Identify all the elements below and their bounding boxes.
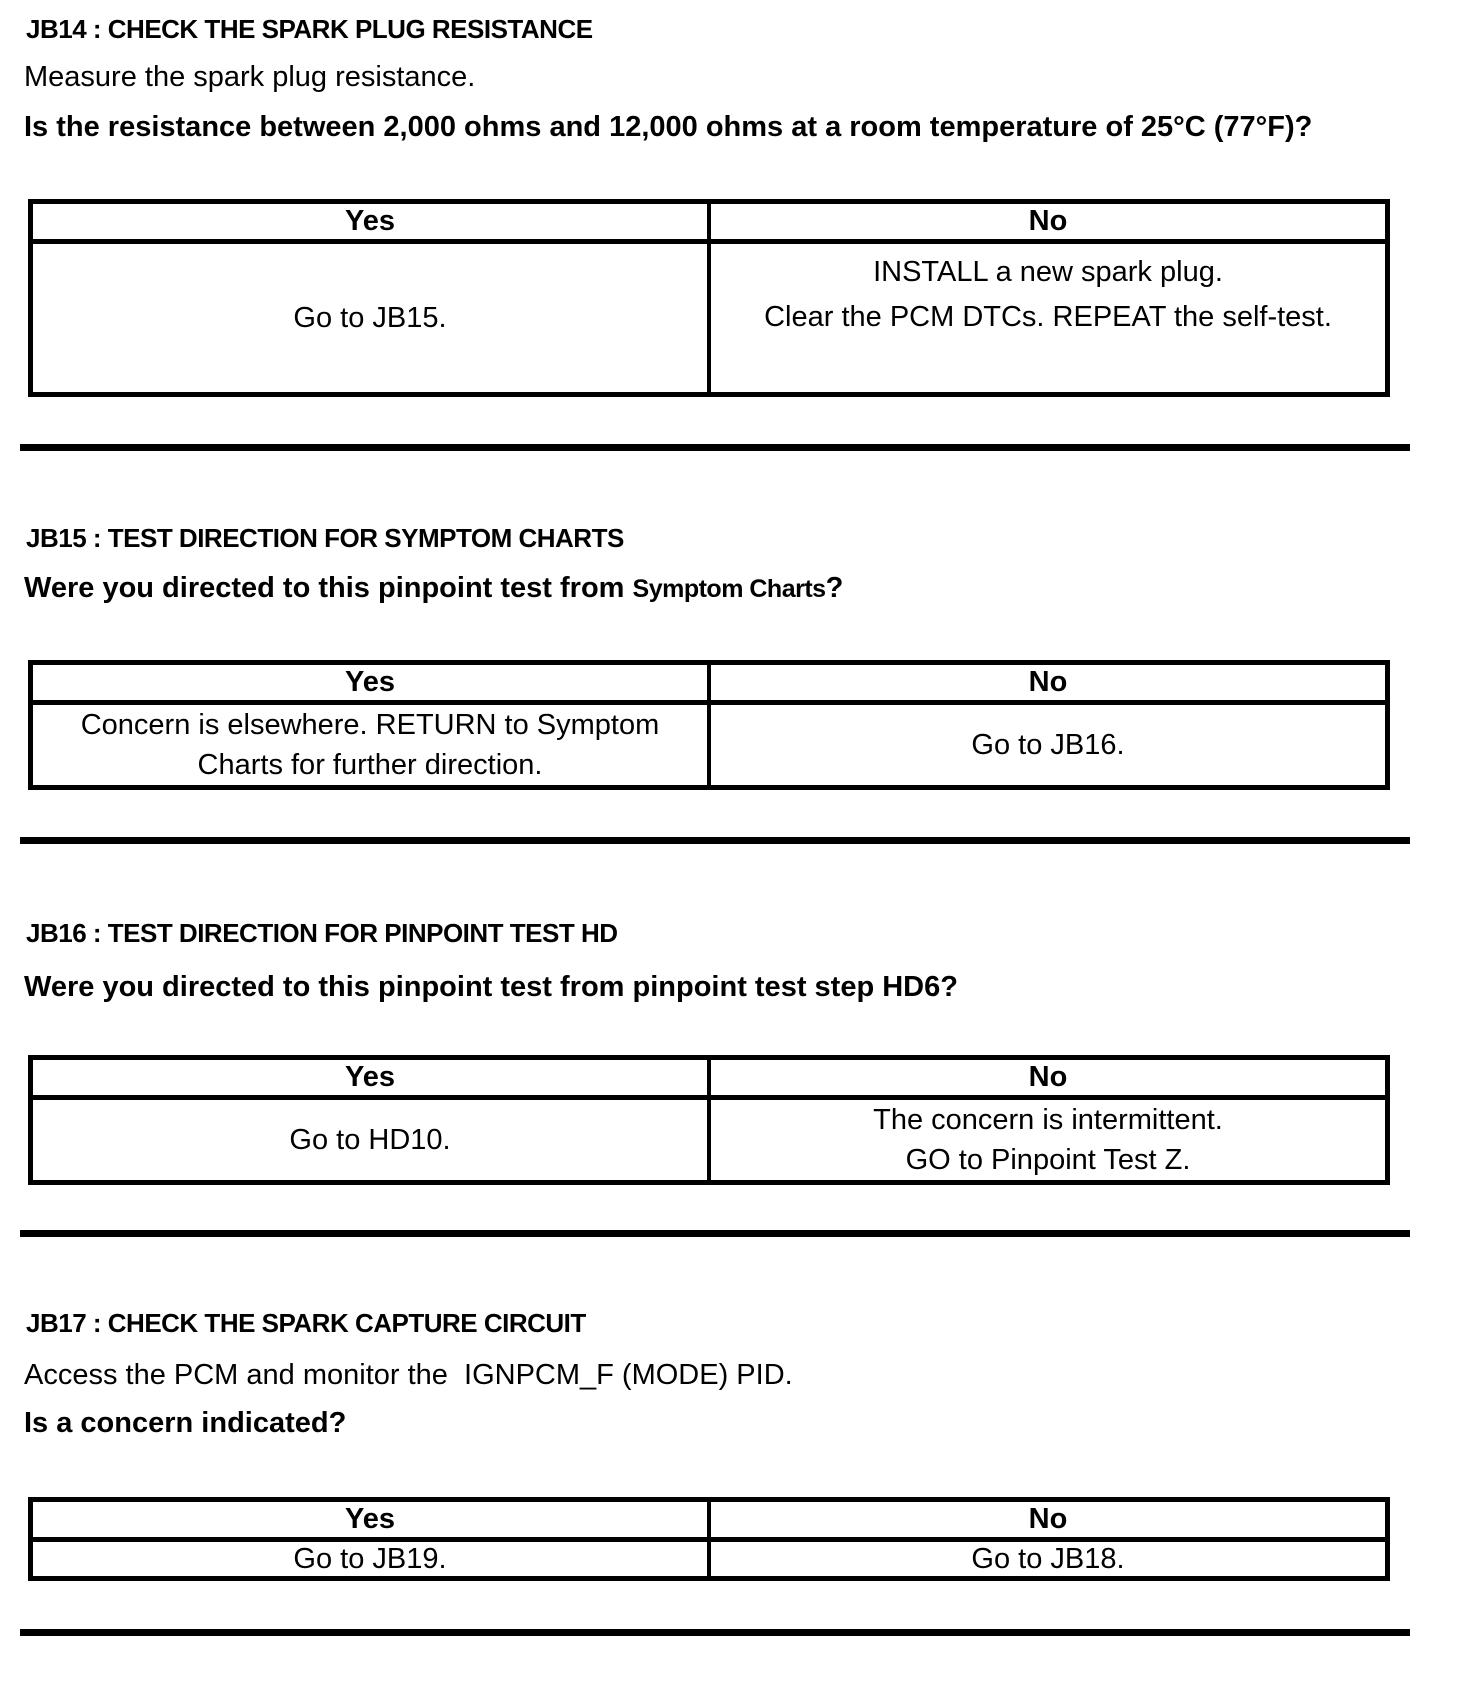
table-header-row (31, 663, 1388, 703)
action-line: Go to JB16. (971, 729, 1125, 761)
section-divider (20, 444, 1410, 451)
no-action-cell (709, 1098, 1388, 1183)
action-line: INSTALL a new spark plug. (873, 256, 1223, 288)
step-title: JB16 : TEST DIRECTION FOR PINPOINT TEST HD (26, 918, 618, 948)
action-line: Clear the PCM DTCs. REPEAT the self-test. (764, 301, 1332, 333)
table-body-row (31, 703, 1388, 788)
action-line: The concern is intermittent. (873, 1104, 1223, 1136)
action-line: GO to Pinpoint Test Z. (905, 1144, 1191, 1176)
yes-action-cell (31, 703, 710, 788)
yes-column-header: Yes (31, 663, 710, 703)
question-main-text: Were you directed to this pinpoint test from (24, 572, 633, 604)
step-question: Is the resistance between 2,000 ohms and 12,000 ohms at a room temperature of 25°C (77°F)? (24, 111, 1313, 143)
yes-no-table (28, 1055, 1390, 1185)
no-action-cell (709, 242, 1388, 395)
yes-action-cell (31, 1098, 710, 1183)
yes-column-header: Yes (31, 1500, 710, 1540)
step-question: Is a concern indicated? (24, 1407, 347, 1439)
question-suffix-text: ? (825, 572, 844, 604)
no-column-header: No (709, 663, 1388, 703)
table-header-row (31, 202, 1388, 242)
step-instruction: Access the PCM and monitor the IGNPCM_F (MODE) PID. (24, 1359, 793, 1391)
table-body-row (31, 242, 1388, 395)
section-divider (20, 837, 1410, 844)
table-body-row (31, 1098, 1388, 1183)
yes-no-table (28, 1497, 1390, 1581)
action-line: Go to HD10. (289, 1124, 451, 1156)
yes-action-cell (31, 242, 710, 395)
step-instruction: Measure the spark plug resistance. (24, 61, 476, 93)
step-title: JB15 : TEST DIRECTION FOR SYMPTOM CHARTS (26, 523, 624, 553)
pinpoint-test-step-jb14 (0, 14, 1472, 451)
action-line: Go to JB15. (293, 301, 447, 334)
question-emphasis-text: Symptom Charts (632, 575, 826, 603)
action-line: Go to JB19. (293, 1542, 447, 1575)
yes-column-header: Yes (31, 202, 710, 242)
step-title: JB14 : CHECK THE SPARK PLUG RESISTANCE (26, 14, 593, 44)
table-header-row (31, 1058, 1388, 1098)
action-line: Concern is elsewhere. RETURN to Symptom (80, 709, 660, 741)
step-question: Were you directed to this pinpoint test from pinpoint test step HD6? (24, 971, 958, 1003)
section-divider (20, 1230, 1410, 1237)
no-column-header: No (709, 1500, 1388, 1540)
yes-column-header: Yes (31, 1058, 710, 1098)
yes-action-cell (31, 1540, 710, 1579)
pinpoint-test-step-jb17 (0, 1237, 1472, 1636)
no-action-cell (709, 1540, 1388, 1579)
no-action-cell (709, 703, 1388, 788)
table-body-row (31, 1540, 1388, 1579)
pinpoint-test-step-jb15 (0, 451, 1472, 844)
action-line: Charts for further direction. (197, 749, 543, 781)
section-divider (20, 1629, 1410, 1636)
yes-no-table (28, 660, 1390, 790)
step-title: JB17 : CHECK THE SPARK CAPTURE CIRCUIT (26, 1308, 586, 1338)
table-header-row (31, 1500, 1388, 1540)
step-question (24, 567, 1396, 610)
no-column-header: No (709, 202, 1388, 242)
no-column-header: No (709, 1058, 1388, 1098)
action-line: Go to JB18. (971, 1542, 1125, 1575)
yes-no-table (28, 199, 1390, 397)
pinpoint-test-step-jb16 (0, 844, 1472, 1237)
